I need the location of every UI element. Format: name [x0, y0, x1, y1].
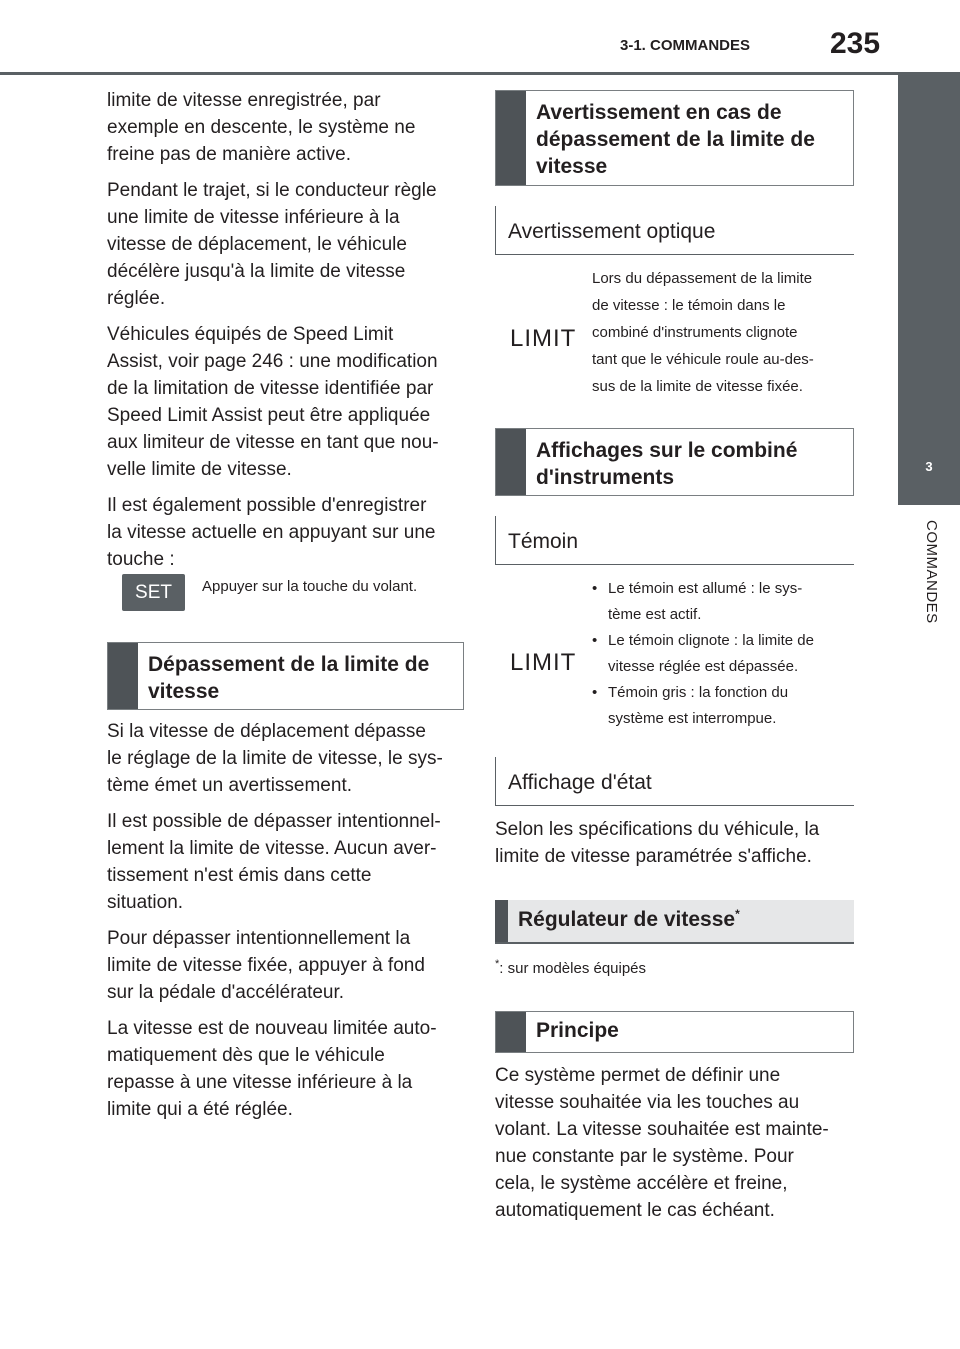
heading-text: Dépassement de la limite de vitesse [148, 653, 430, 703]
paragraph: Véhicules équipés de Speed Limit Assist, voir page 246 : une modification de la limitation de vitesse identifiée par Speed Limit Assist peut être appliquée aux limiteur de vitesse en tant que nou- velle limite de vitesse. [107, 324, 439, 480]
list-item: • Le témoin est allumé : le sys- tème est actif. [592, 576, 857, 628]
subheading-avertissement-optique: Avertissement optique [495, 206, 854, 255]
page-number: 235 [830, 27, 881, 60]
footnote: *: sur modèles équipés [495, 958, 647, 977]
left-column [107, 87, 467, 573]
heading-text: Avertissement en cas de dépassement de la limite de vitesse [536, 101, 815, 178]
paragraph: Pour dépasser intentionnellement la limite de vitesse fixée, appuyer à fond sur la pédale d'accélérateur. [107, 928, 425, 1003]
heading-bar [496, 429, 526, 495]
heading-bar [495, 900, 508, 942]
heading-text: Principe [536, 1019, 619, 1042]
limit-indicator-icon: LIMIT [510, 325, 577, 352]
subheading-affichage-etat: Affichage d'état [495, 757, 854, 806]
heading-depassement [107, 642, 464, 710]
paragraph: Ce système permet de définir une vitesse souhaitée via les touches au volant. La vitesse souhaitée est mainte- nue constante par le système. Pour cela, le système accélère et freine, automatiquement le cas échéant. [495, 1065, 829, 1221]
limit-indicator-icon: LIMIT [510, 649, 577, 676]
heading-avertissement [495, 90, 854, 186]
heading-principe [495, 1011, 854, 1053]
paragraph: Il est également possible d'enregistrer la vitesse actuelle en appuyant sur une touche : [107, 495, 436, 570]
footnote-marker: * [735, 907, 740, 921]
left-column-lower [107, 718, 467, 1123]
set-button[interactable]: SET [122, 574, 185, 611]
heading-bar [496, 1012, 526, 1052]
paragraph: limite de vitesse enregistrée, par exemple en descente, le système ne freine pas de manière active. [107, 90, 416, 165]
header-rule [0, 72, 960, 75]
chapter-tab[interactable] [898, 427, 960, 505]
paragraph: Pendant le trajet, si le conducteur règle une limite de vitesse inférieure à la vitesse de déplacement, le véhicule décélère jusqu'à la limite de vitesse réglée. [107, 180, 437, 309]
limit-description: Lors du dépassement de la limite de vitesse : le témoin dans le combiné d'instruments clignote tant que le véhicule roule au-des- sus de la limite de vitesse fixée. [592, 270, 814, 395]
chapter-label: COMMANDES [923, 520, 940, 624]
list-item: • Le témoin clignote : la limite de vitesse réglée est dépassée. [592, 628, 857, 680]
heading-regulateur [495, 900, 854, 944]
list-item: • Témoin gris : la fonction du système est interrompue. [592, 680, 857, 732]
paragraph: Si la vitesse de déplacement dépasse le réglage de la limite de vitesse, le sys- tème émet un avertissement. [107, 721, 443, 796]
side-strip [898, 75, 960, 427]
heading-affichages [495, 428, 854, 496]
heading-text: Régulateur de vitesse* [518, 907, 740, 931]
subheading-temoin: Témoin [495, 516, 854, 565]
heading-bar [108, 643, 138, 709]
heading-bar [496, 91, 526, 185]
set-instruction: Appuyer sur la touche du volant. [202, 578, 418, 595]
heading-text: Affichages sur le combiné d'instruments [536, 439, 798, 489]
section-title: 3-1. COMMANDES [620, 37, 751, 54]
paragraph: La vitesse est de nouveau limitée auto- matiquement dès que le véhicule repasse à une vitesse inférieure à la limite qui a été réglée. [107, 1018, 437, 1120]
chapter-number: 3 [925, 458, 933, 474]
temoin-list [592, 576, 857, 732]
paragraph: Il est possible de dépasser intentionnel- lement la limite de vitesse. Aucun aver- tissement n'est émis dans cette situation. [107, 811, 441, 913]
paragraph: Selon les spécifications du véhicule, la limite de vitesse paramétrée s'affiche. [495, 819, 820, 867]
